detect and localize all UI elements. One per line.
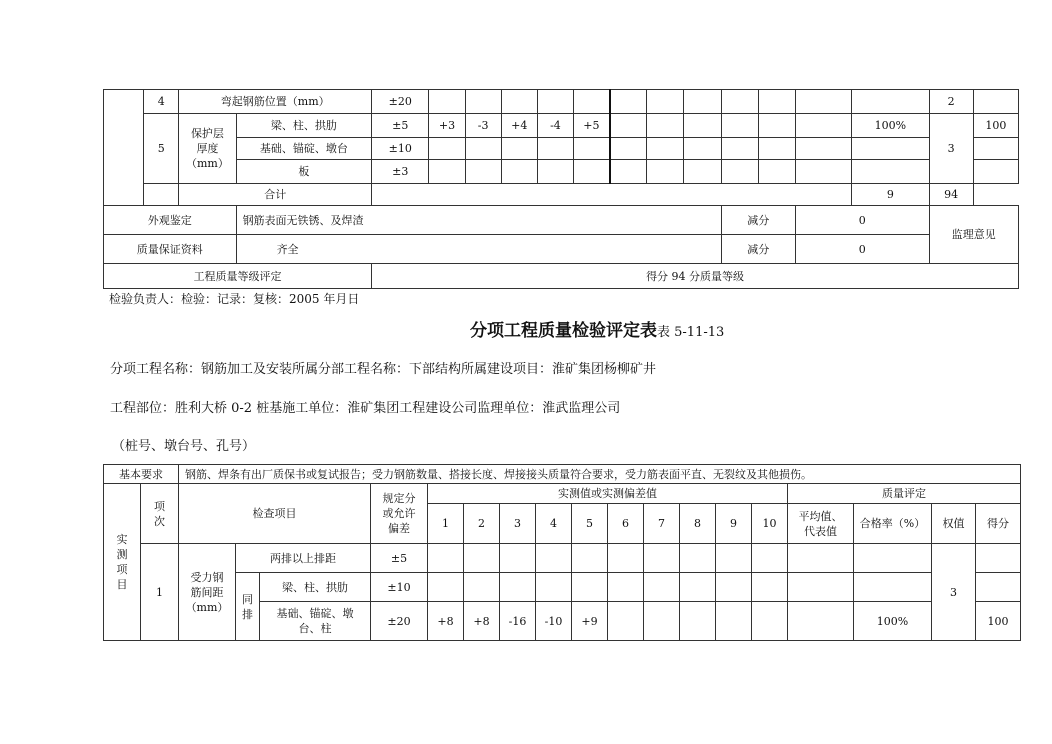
item-number: 1 bbox=[141, 544, 179, 641]
col-header: 5 bbox=[572, 504, 608, 544]
check-subitem: 基础、锚碇、墩台 bbox=[236, 138, 372, 160]
table-row bbox=[104, 573, 1021, 602]
basic-requirement-row bbox=[104, 465, 1021, 484]
weight: 3 bbox=[932, 544, 976, 641]
quality-docs-row bbox=[104, 235, 1019, 264]
signature-line: 检验负责人：检验：记录：复核：2005 年月日 bbox=[109, 292, 360, 306]
item-number: 4 bbox=[144, 90, 179, 114]
total-weight: 9 bbox=[852, 184, 929, 206]
check-subitem: 梁、柱、拱肋 bbox=[236, 114, 372, 138]
weight-header: 权值 bbox=[932, 504, 976, 544]
table-row bbox=[104, 544, 1021, 573]
header-row bbox=[104, 484, 1021, 504]
quality-assessment-header: 质量评定 bbox=[788, 484, 1021, 504]
measured-value: +5 bbox=[574, 114, 610, 138]
table-row bbox=[104, 138, 1019, 160]
col-header: 9 bbox=[716, 504, 752, 544]
basic-requirement-label: 基本要求 bbox=[104, 465, 179, 484]
check-item-header: 检查项目 bbox=[179, 484, 371, 544]
col-header: 7 bbox=[644, 504, 680, 544]
check-item-group: 受力钢 筋间距 （mm） bbox=[179, 544, 236, 641]
tolerance: ±5 bbox=[372, 114, 429, 138]
deduct-value: 0 bbox=[795, 235, 929, 264]
col-header: 1 bbox=[428, 504, 464, 544]
average-header: 平均值、 代表值 bbox=[788, 504, 854, 544]
measured-value: +4 bbox=[501, 114, 537, 138]
col-header: 8 bbox=[680, 504, 716, 544]
quality-table bbox=[103, 464, 1021, 641]
supervision-opinion: 监理意见 bbox=[929, 206, 1018, 264]
deduct-label: 减分 bbox=[721, 235, 795, 264]
location-sub-label: （桩号、墩台号、孔号） bbox=[112, 439, 256, 454]
quality-table-continued bbox=[103, 89, 1019, 289]
table-row bbox=[104, 114, 1019, 138]
measured-value: +9 bbox=[572, 602, 608, 641]
score: 100 bbox=[973, 114, 1018, 138]
pass-rate: 100% bbox=[854, 602, 932, 641]
measured-value: -10 bbox=[536, 602, 572, 641]
check-subitem: 基础、锚碇、墩 台、柱 bbox=[260, 602, 371, 641]
tolerance: ±5 bbox=[371, 544, 428, 573]
check-subitem: 两排以上排距 bbox=[236, 544, 371, 573]
tolerance: ±3 bbox=[372, 160, 429, 184]
col-header: 4 bbox=[536, 504, 572, 544]
appearance-label: 外观鉴定 bbox=[104, 206, 237, 235]
table-row bbox=[104, 90, 1019, 114]
measured-value: -4 bbox=[537, 114, 573, 138]
quality-docs-label: 质量保证资料 bbox=[104, 235, 237, 264]
measured-value: -3 bbox=[465, 114, 501, 138]
grade-row bbox=[104, 264, 1019, 289]
same-row-label: 同 排 bbox=[236, 573, 260, 641]
measured-items-label: 实 测 项 目 bbox=[104, 484, 141, 641]
table-row bbox=[104, 160, 1019, 184]
quality-docs-text: 齐全 bbox=[236, 235, 721, 264]
col-header: 3 bbox=[500, 504, 536, 544]
measured-values-header: 实测值或实测偏差值 bbox=[428, 484, 788, 504]
deduct-label: 减分 bbox=[721, 206, 795, 235]
measured-value: +8 bbox=[428, 602, 464, 641]
tolerance: ±20 bbox=[372, 90, 429, 114]
measured-value: -16 bbox=[500, 602, 536, 641]
col-header: 10 bbox=[752, 504, 788, 544]
grade-text: 得分 94 分质量等级 bbox=[372, 264, 1019, 289]
pass-rate: 100% bbox=[852, 114, 929, 138]
check-item-group: 保护层 厚度 （mm） bbox=[179, 114, 236, 184]
grade-label: 工程质量等级评定 bbox=[104, 264, 372, 289]
total-label: 合计 bbox=[179, 184, 372, 206]
check-item: 弯起钢筋位置（mm） bbox=[179, 90, 372, 114]
tolerance-header: 规定分 或允许 偏差 bbox=[371, 484, 428, 544]
weight: 3 bbox=[929, 114, 973, 184]
measured-value: +3 bbox=[429, 114, 465, 138]
table-row-total bbox=[104, 184, 1019, 206]
page-title: 分项工程质量检验评定表表 5-11-13 bbox=[470, 321, 725, 341]
check-subitem: 梁、柱、拱肋 bbox=[260, 573, 371, 602]
appearance-row bbox=[104, 206, 1019, 235]
deduct-value: 0 bbox=[795, 206, 929, 235]
appearance-text: 钢筋表面无铁锈、及焊渣 bbox=[236, 206, 721, 235]
pass-rate-header: 合格率（%） bbox=[854, 504, 932, 544]
score: 100 bbox=[976, 602, 1021, 641]
weight: 2 bbox=[929, 90, 973, 114]
basic-requirement-text: 钢筋、焊条有出厂质保书或复试报告；受力钢筋数量、搭接长度、焊接接头质量符合要求，受力筋表面平直、无裂纹及其他损伤。 bbox=[179, 465, 1021, 484]
location-info-line: 工程部位：胜利大桥 0-2 桩基施工单位：淮矿集团工程建设公司监理单位：淮武监理公司 bbox=[110, 401, 621, 416]
tolerance: ±10 bbox=[371, 573, 428, 602]
check-subitem: 板 bbox=[236, 160, 372, 184]
col-header: 6 bbox=[608, 504, 644, 544]
total-score: 94 bbox=[929, 184, 973, 206]
project-info-line: 分项工程名称：钢筋加工及安装所属分部工程名称：下部结构所属建设项目：淮矿集团杨柳矿井 bbox=[110, 362, 657, 377]
item-number: 5 bbox=[144, 114, 179, 184]
tolerance: ±20 bbox=[371, 602, 428, 641]
tolerance: ±10 bbox=[372, 138, 429, 160]
col-header: 2 bbox=[464, 504, 500, 544]
score-header: 得分 bbox=[976, 504, 1021, 544]
item-number-header: 项 次 bbox=[141, 484, 179, 544]
measured-value: +8 bbox=[464, 602, 500, 641]
